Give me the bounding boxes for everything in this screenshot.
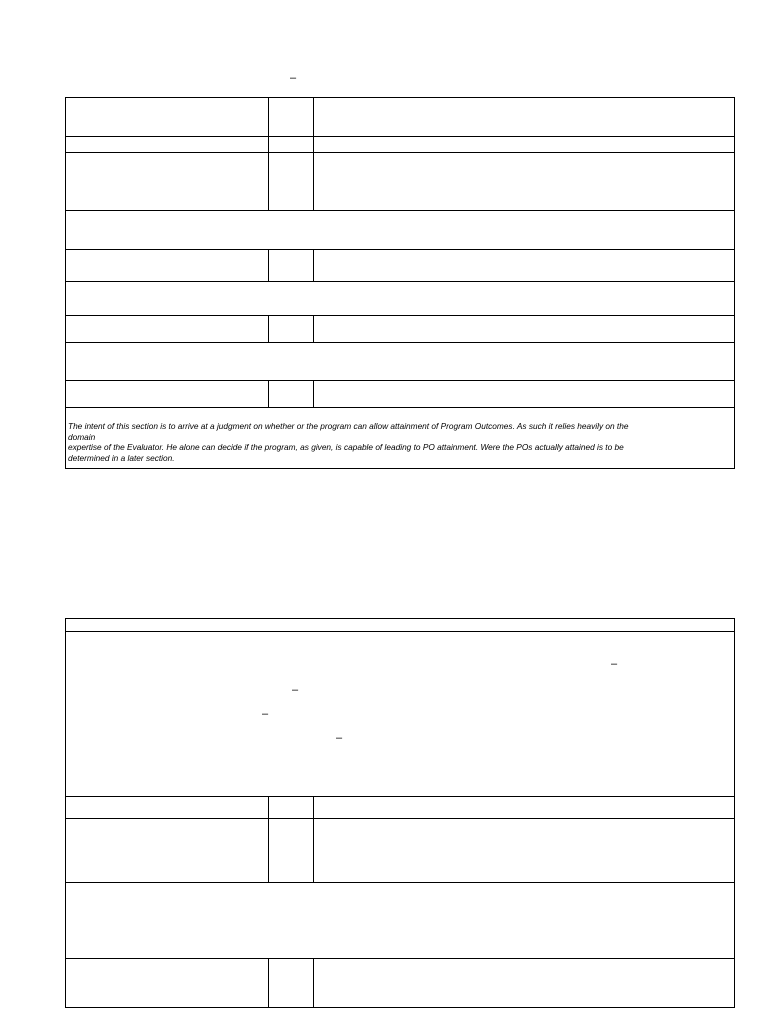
marks-cell[interactable] (269, 98, 314, 137)
table-row (66, 959, 735, 1008)
dash-mark: – (336, 732, 343, 744)
table-row (66, 343, 735, 381)
remarks-cell[interactable] (314, 153, 735, 211)
marks-cell[interactable] (269, 137, 314, 153)
marks-cell[interactable] (269, 819, 314, 883)
table-row (66, 408, 735, 469)
remarks-cell[interactable] (314, 959, 735, 1008)
criteria-cell[interactable] (66, 250, 269, 282)
marks-cell[interactable] (269, 250, 314, 282)
criteria-cell[interactable] (66, 137, 269, 153)
criteria-cell[interactable] (66, 98, 269, 137)
table-row (66, 381, 735, 408)
remarks-cell[interactable] (314, 797, 735, 819)
marks-cell[interactable] (269, 959, 314, 1008)
table-row (66, 797, 735, 819)
full-width-cell[interactable] (66, 343, 735, 381)
criteria-cell[interactable] (66, 959, 269, 1008)
full-width-cell[interactable] (66, 211, 735, 250)
evaluator-note-cell (66, 408, 735, 469)
table-row (66, 282, 735, 316)
remarks-cell[interactable] (314, 316, 735, 343)
heading-dash-mark: – (290, 72, 297, 84)
dash-mark: – (611, 658, 618, 670)
full-width-cell[interactable] (66, 883, 735, 959)
table-row (66, 819, 735, 883)
remarks-cell[interactable] (314, 381, 735, 408)
note-line: The intent of this section is to arrive at a judgment on whether or the program can allow attainment of Program Outcomes. As such it relies heavily on the (68, 421, 629, 431)
remarks-cell[interactable] (314, 137, 735, 153)
note-line: expertise of the Evaluator. He alone can decide if the program, as given, is capable of leading to PO attainment. Were the POs actually attained is to be (68, 442, 624, 452)
table-row (66, 883, 735, 959)
criteria-cell[interactable] (66, 316, 269, 343)
note-line: domain (68, 431, 96, 442)
evaluation-table-1 (65, 97, 735, 469)
remarks-cell[interactable] (314, 98, 735, 137)
dash-mark: – (262, 708, 269, 720)
table-row (66, 153, 735, 211)
evaluation-table-2 (65, 618, 735, 1008)
marks-cell[interactable] (269, 381, 314, 408)
table-row (66, 619, 735, 632)
table-row (66, 250, 735, 282)
criteria-cell[interactable] (66, 797, 269, 819)
marks-cell[interactable] (269, 797, 314, 819)
dash-mark: – (292, 684, 299, 696)
table-row (66, 316, 735, 343)
criteria-cell[interactable] (66, 381, 269, 408)
remarks-cell[interactable] (314, 250, 735, 282)
table-row (66, 211, 735, 250)
criteria-cell[interactable] (66, 153, 269, 211)
header-cell[interactable] (66, 619, 735, 632)
table-row (66, 137, 735, 153)
full-width-cell[interactable] (66, 282, 735, 316)
marks-cell[interactable] (269, 316, 314, 343)
table-row (66, 98, 735, 137)
note-line: determined in a later section. (68, 452, 175, 463)
table-row (66, 632, 735, 797)
criteria-cell[interactable] (66, 819, 269, 883)
description-cell[interactable] (66, 632, 735, 797)
remarks-cell[interactable] (314, 819, 735, 883)
marks-cell[interactable] (269, 153, 314, 211)
